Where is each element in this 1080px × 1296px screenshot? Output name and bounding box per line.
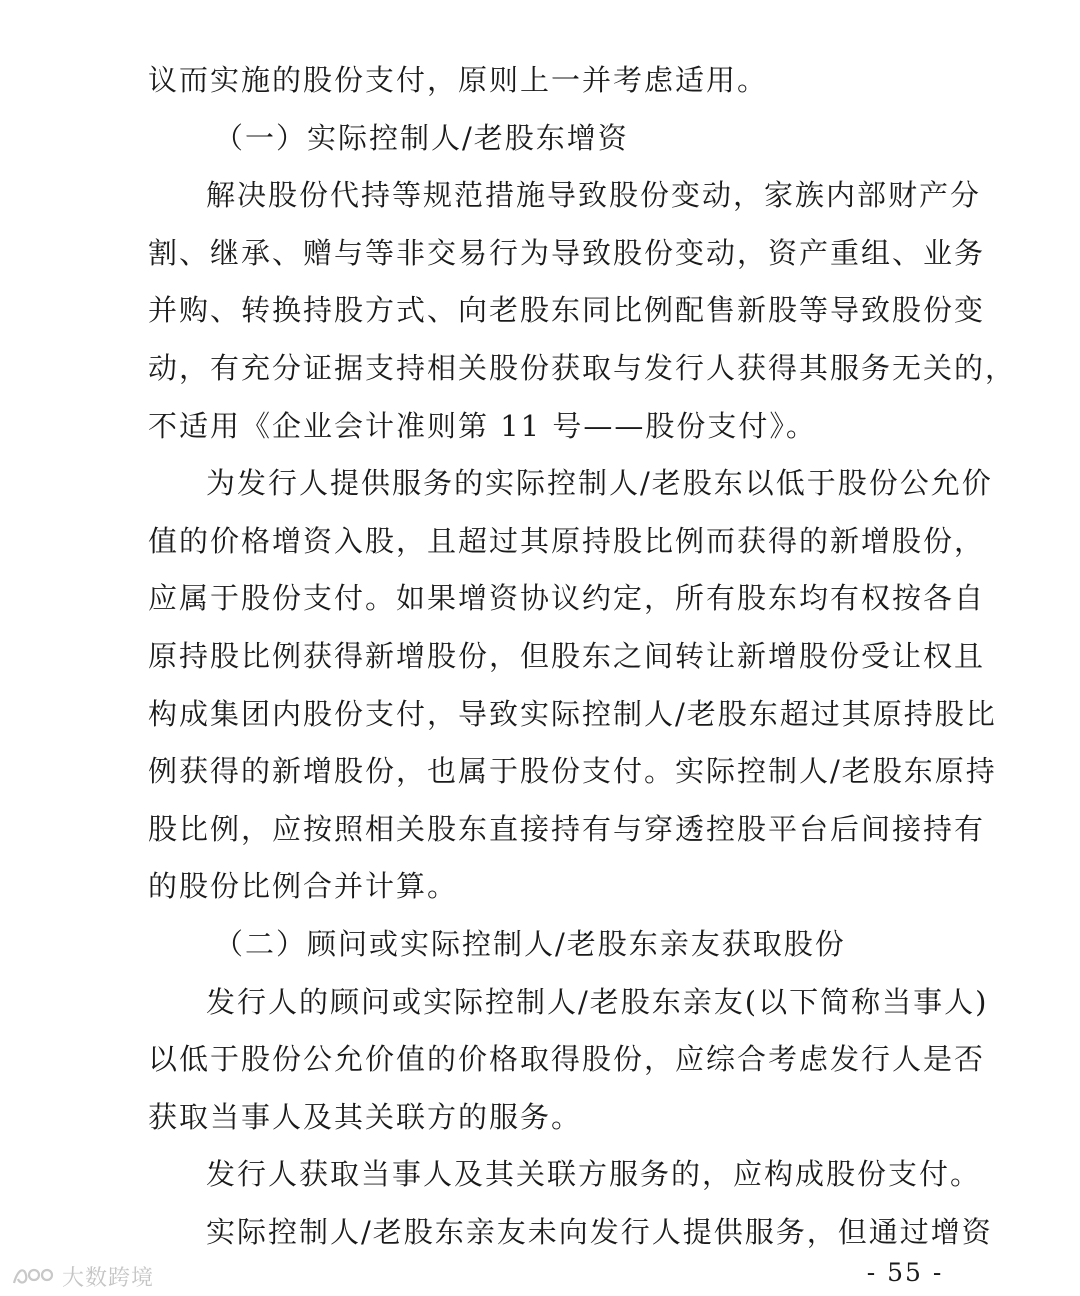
text-line: 发行人的顾问或实际控制人/老股东亲友(以下简称当事人) xyxy=(206,984,989,1019)
section-heading-2: （二）顾问或实际控制人/老股东亲友获取股份 xyxy=(214,926,846,961)
text-line: 动，有充分证据支持相关股份获取与发行人获得其服务无关的， xyxy=(148,350,1017,385)
text-line: 原持股比例获得新增股份，但股东之间转让新增股份受让权且 xyxy=(148,638,986,673)
text-line: 例获得的新增股份，也属于股份支付。实际控制人/老股东原持 xyxy=(148,754,997,789)
text-line: 股比例，应按照相关股东直接持有与穿透控股平台后间接持有 xyxy=(148,811,986,846)
section-heading-1: （一）实际控制人/老股东增资 xyxy=(214,120,629,155)
text-line: 割、继承、赠与等非交易行为导致股份变动，资产重组、业务 xyxy=(148,235,986,270)
text-line: 为发行人提供服务的实际控制人/老股东以低于股份公允价 xyxy=(206,466,993,501)
watermark-logo-icon xyxy=(10,1263,56,1289)
text-line: 以低于股份公允价值的价格取得股份，应综合考虑发行人是否 xyxy=(148,1042,986,1077)
text-line: 解决股份代持等规范措施导致股份变动，家族内部财产分 xyxy=(206,178,982,213)
text-line: 获取当事人及其关联方的服务。 xyxy=(148,1099,583,1134)
body-text xyxy=(148,52,1017,1261)
text-line: 并购、转换持股方式、向老股东同比例配售新股等导致股份变 xyxy=(148,293,986,328)
text-line: 发行人获取当事人及其关联方服务的，应构成股份支付。 xyxy=(206,1157,982,1192)
watermark xyxy=(10,1260,154,1292)
text-line: 实际控制人/老股东亲友未向发行人提供服务，但通过增资 xyxy=(206,1214,993,1249)
watermark-text: 大数跨境 xyxy=(62,1265,155,1291)
text-line: 议而实施的股份支付，原则上一并考虑适用。 xyxy=(148,63,769,97)
text-line: 应属于股份支付。如果增资协议约定，所有股东均有权按各自 xyxy=(148,581,986,616)
text-line: 值的价格增资入股，且超过其原持股比例而获得的新增股份， xyxy=(148,523,986,558)
text-line: 的股份比例合并计算。 xyxy=(148,869,459,904)
page-number: - 55 - xyxy=(866,1258,944,1287)
text-line: 不适用《企业会计准则第 11 号——股份支付》。 xyxy=(148,408,817,443)
text-line: 构成集团内股份支付，导致实际控制人/老股东超过其原持股比 xyxy=(148,696,997,731)
